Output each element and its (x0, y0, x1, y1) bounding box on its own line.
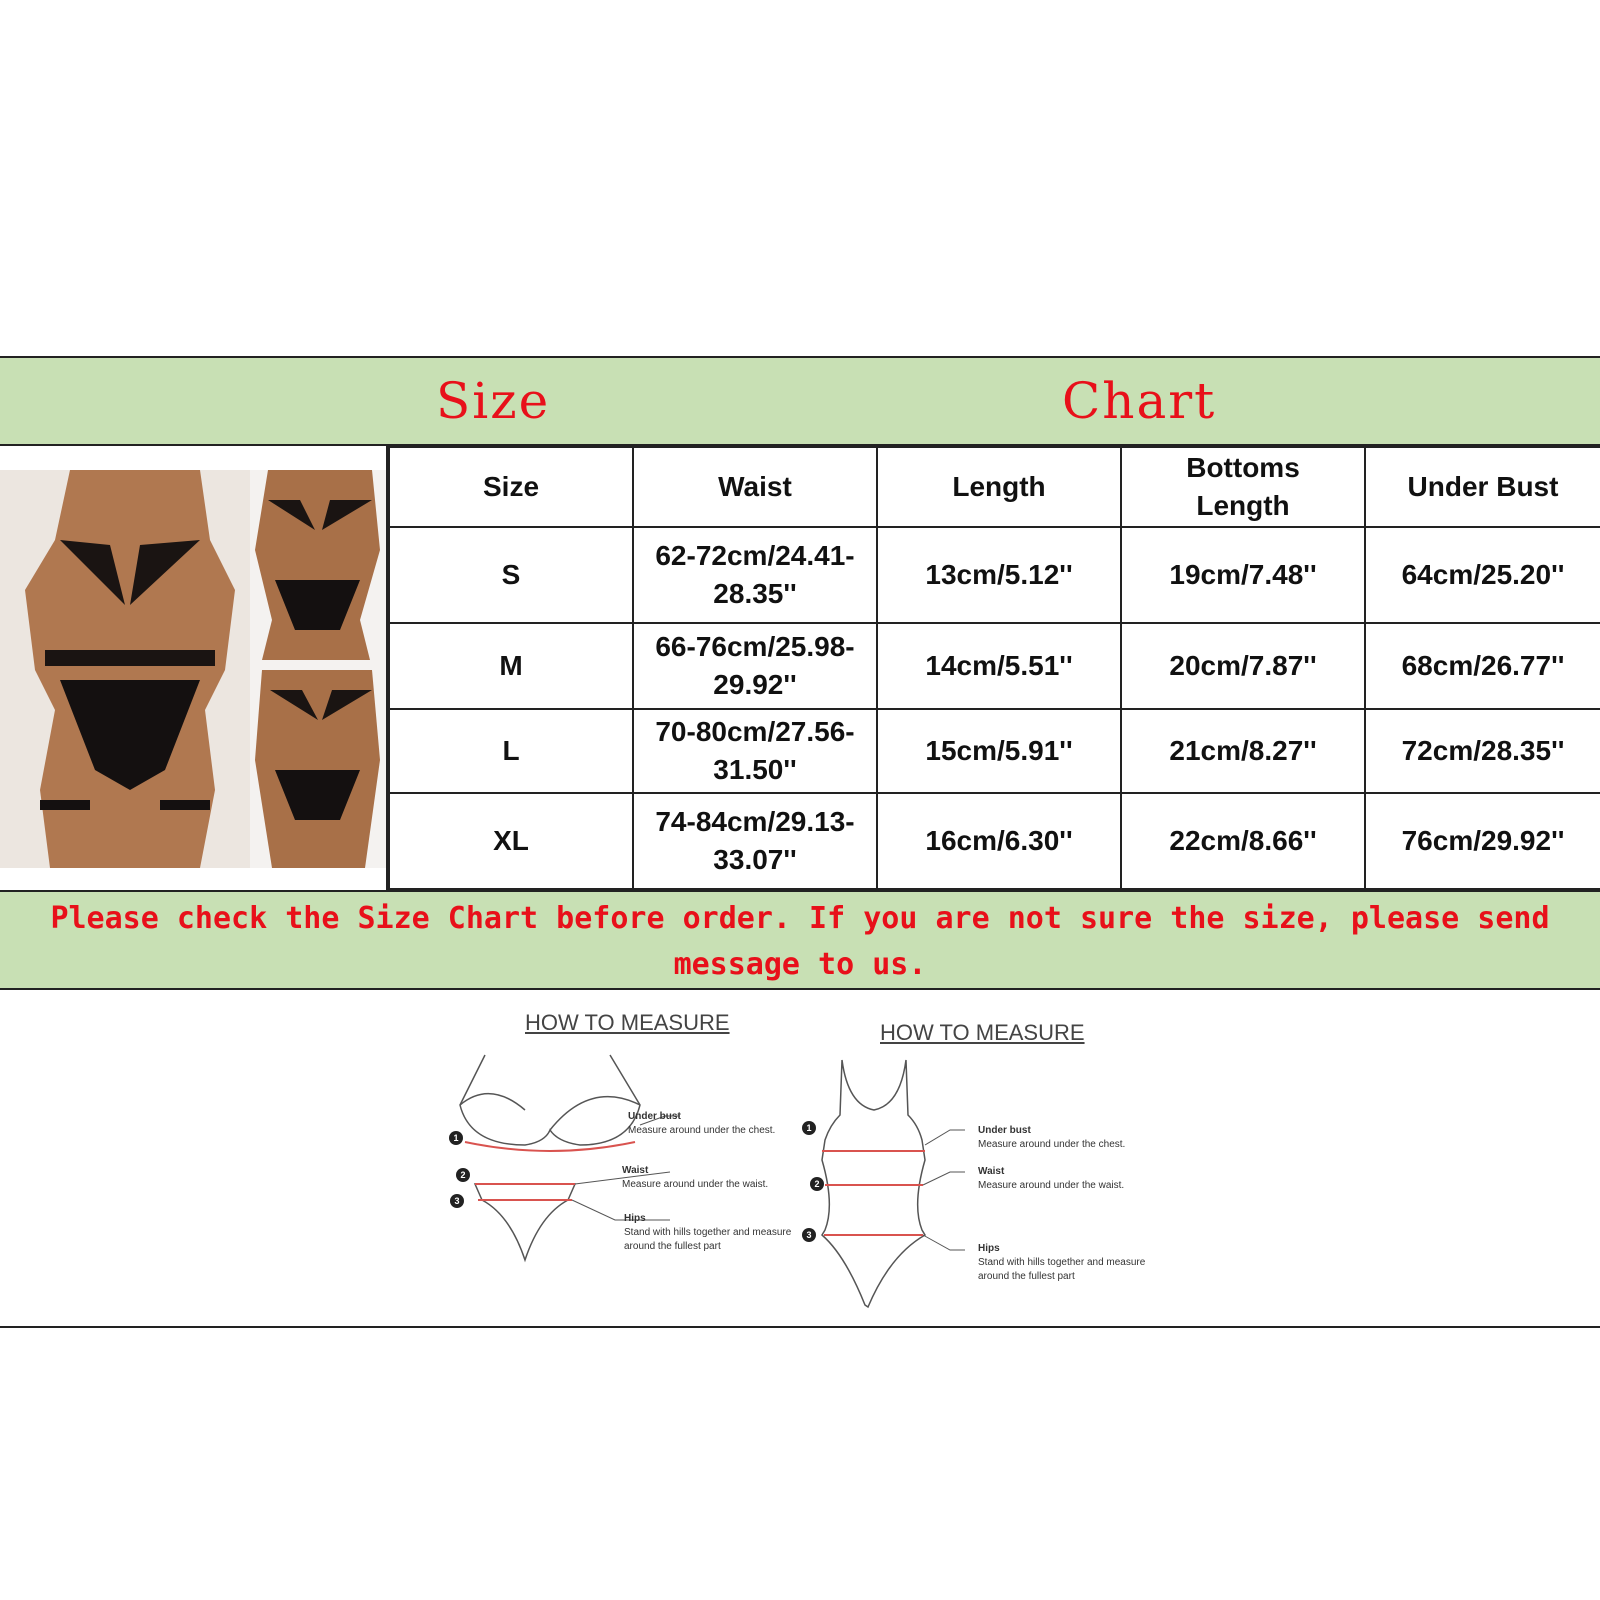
cell-length: 14cm/5.51'' (877, 623, 1121, 709)
table-row (389, 709, 1600, 793)
size-table (388, 446, 1600, 890)
label-under-bust-2 (978, 1124, 1125, 1152)
cell-under-bust: 72cm/28.35'' (1365, 709, 1600, 793)
banner-word-chart: Chart (1062, 372, 1217, 430)
badge-waist: 2 (456, 1168, 470, 1182)
banner-word-size: Size (436, 372, 551, 430)
cell-length: 13cm/5.12'' (877, 527, 1121, 623)
label-under-bust-2-desc: Measure around under the chest. (978, 1139, 1126, 1150)
table-row (389, 527, 1600, 623)
cell-bottoms-length: 20cm/7.87'' (1121, 623, 1365, 709)
label-under-bust (628, 1110, 775, 1138)
cell-waist: 62-72cm/24.41-28.35'' (633, 527, 877, 623)
label-waist-name: Waist (622, 1165, 649, 1176)
table-row (389, 623, 1600, 709)
bottom-divider (0, 1326, 1600, 1328)
header-under-bust: Under Bust (1365, 447, 1600, 527)
header-length: Length (877, 447, 1121, 527)
cell-waist: 70-80cm/27.56-31.50'' (633, 709, 877, 793)
product-photo (0, 470, 386, 868)
label-hips-2 (978, 1242, 1163, 1284)
cell-waist: 66-76cm/25.98-29.92'' (633, 623, 877, 709)
cell-waist: 74-84cm/29.13-33.07'' (633, 793, 877, 889)
how-to-measure-title-1: HOW TO MEASURE (525, 1010, 730, 1035)
label-waist-2 (978, 1165, 1124, 1193)
label-under-bust-desc: Measure around under the chest. (628, 1125, 776, 1136)
label-hips (624, 1212, 799, 1254)
cell-under-bust: 76cm/29.92'' (1365, 793, 1600, 889)
cell-bottoms-length: 21cm/8.27'' (1121, 709, 1365, 793)
how-to-measure-title-2: HOW TO MEASURE (880, 1020, 1085, 1045)
cell-under-bust: 68cm/26.77'' (1365, 623, 1600, 709)
cell-bottoms-length: 19cm/7.48'' (1121, 527, 1365, 623)
badge-under-bust: 1 (449, 1131, 463, 1145)
label-waist (622, 1164, 768, 1192)
cell-under-bust: 64cm/25.20'' (1365, 527, 1600, 623)
product-photo-cell (0, 446, 388, 890)
badge-hips: 3 (450, 1194, 464, 1208)
size-notice: Please check the Size Chart before order. If you are not sure the size, please send message to us. (0, 890, 1600, 990)
badge-waist-2: 2 (810, 1177, 824, 1191)
table-row (389, 793, 1600, 889)
label-hips-2-desc: Stand with hills together and measure around the fullest part (978, 1257, 1146, 1282)
label-hips-desc: Stand with hills together and measure around the fullest part (624, 1227, 792, 1252)
label-hips-name: Hips (624, 1213, 646, 1224)
header-bottoms-length: Bottoms Length (1121, 447, 1365, 527)
label-under-bust-name: Under bust (628, 1111, 681, 1122)
label-waist-desc: Measure around under the waist. (622, 1179, 769, 1190)
cell-size: S (389, 527, 633, 623)
label-hips-2-name: Hips (978, 1243, 1000, 1254)
header-size: Size (389, 447, 633, 527)
table-header-row (389, 447, 1600, 527)
label-waist-2-name: Waist (978, 1166, 1005, 1177)
cell-bottoms-length: 22cm/8.66'' (1121, 793, 1365, 889)
label-waist-2-desc: Measure around under the waist. (978, 1180, 1125, 1191)
cell-length: 16cm/6.30'' (877, 793, 1121, 889)
label-under-bust-2-name: Under bust (978, 1125, 1031, 1136)
cell-size: M (389, 623, 633, 709)
cell-size: L (389, 709, 633, 793)
cell-length: 15cm/5.91'' (877, 709, 1121, 793)
header-waist: Waist (633, 447, 877, 527)
badge-under-bust-2: 1 (802, 1121, 816, 1135)
badge-hips-2: 3 (802, 1228, 816, 1242)
cell-size: XL (389, 793, 633, 889)
size-chart-banner (0, 356, 1600, 446)
